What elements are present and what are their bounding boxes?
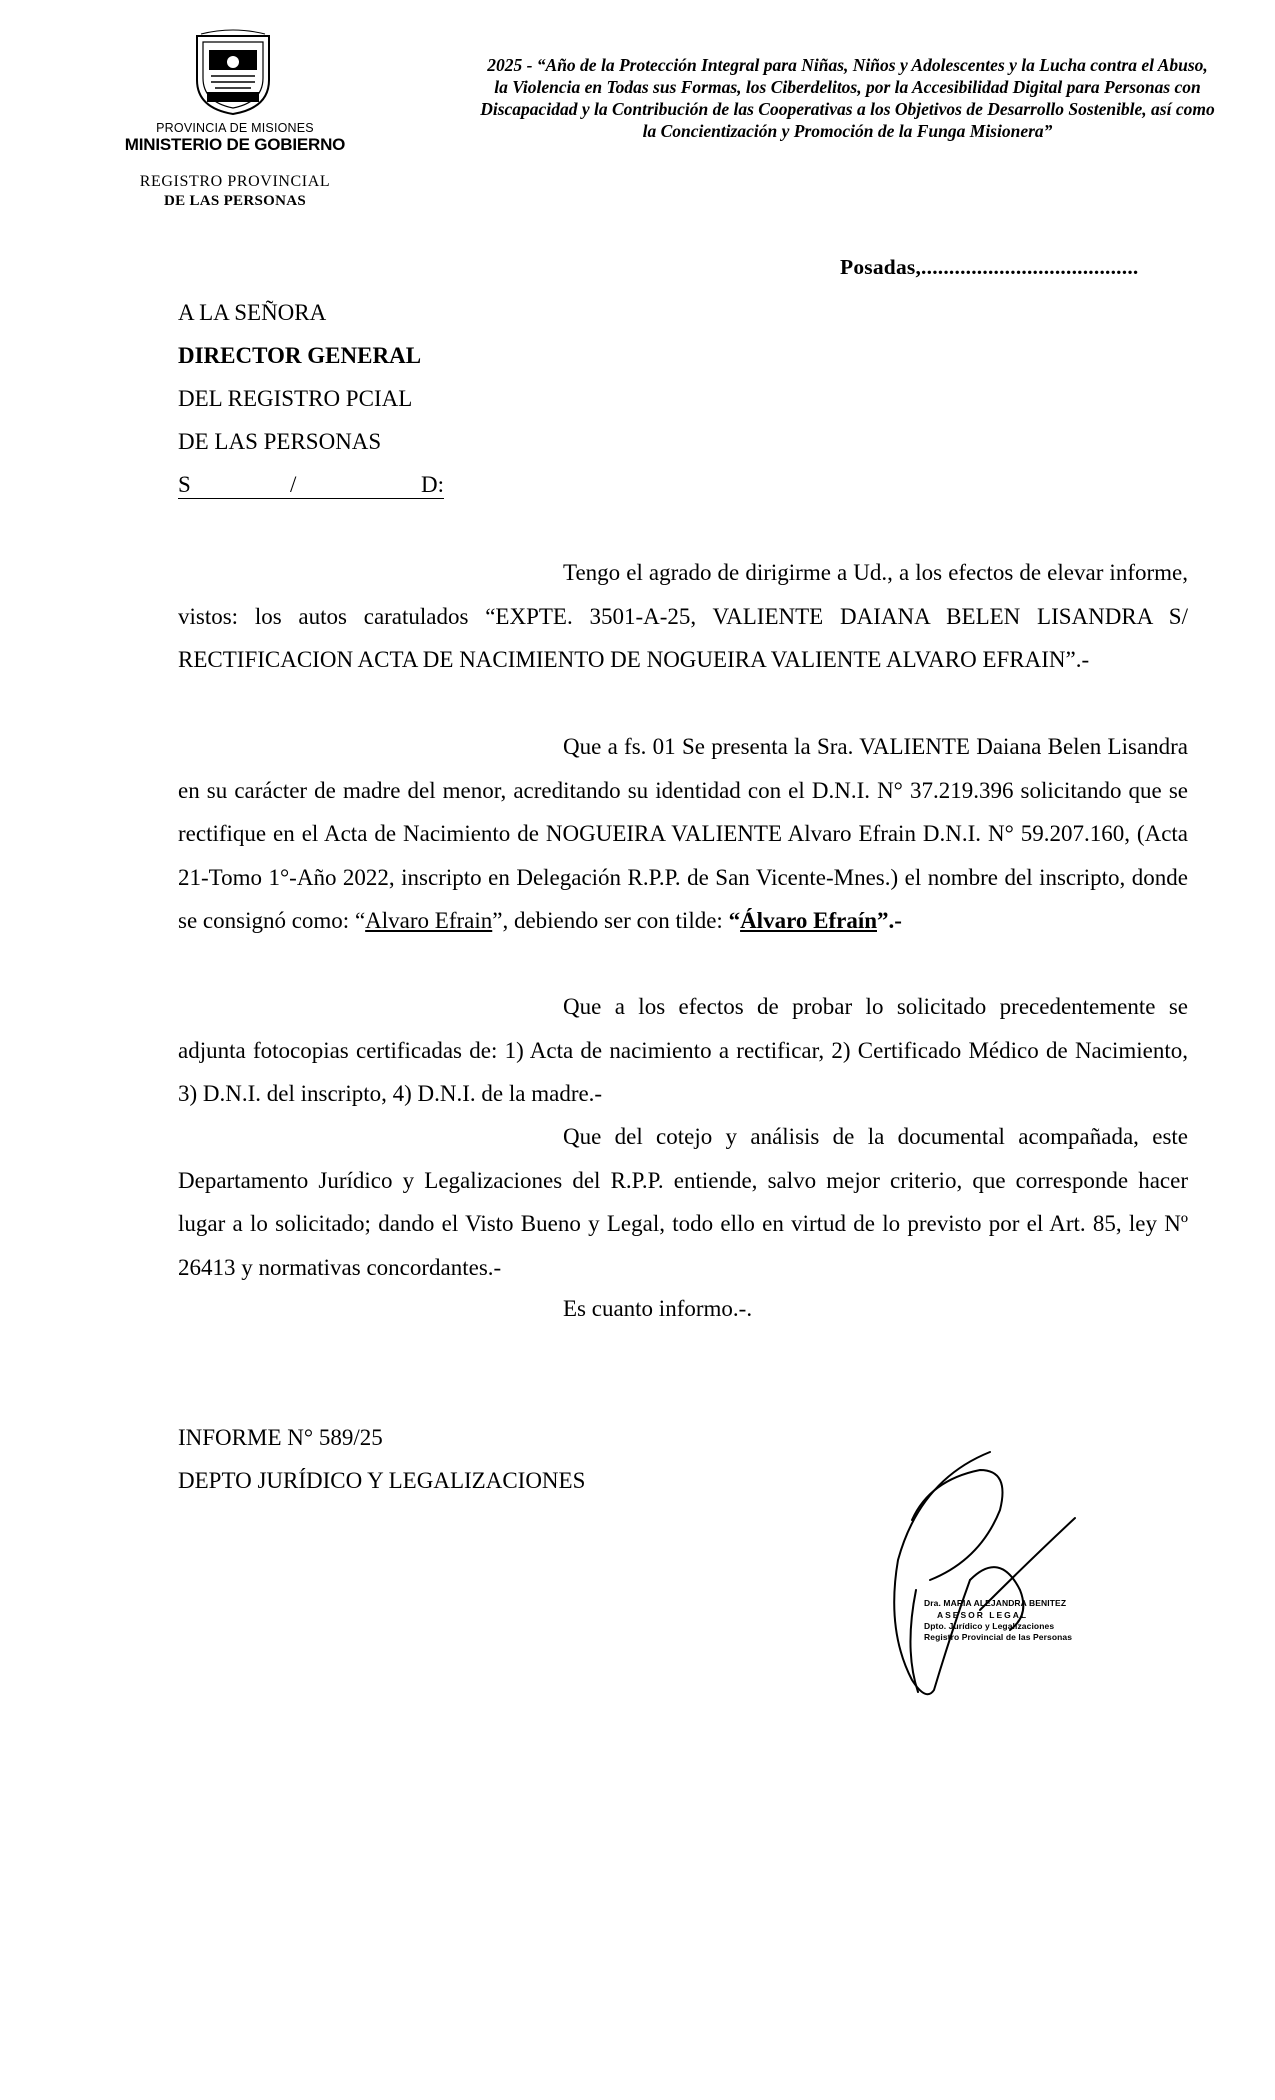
paragraph-attachments: Que a los efectos de probar lo solicitado precedentemente se adjunta fotocopias certificadas de: 1) Acta de nacimiento a rectificar, 2) Certificado Médico de Nacimiento, 3) D.N.I. del inscripto, 4) D.N.I. de la madre.-	[178, 994, 1188, 1106]
informe-number: INFORME N° 589/25	[178, 1425, 383, 1450]
addressee-office-line2: DE LAS PERSONAS	[178, 429, 382, 454]
stamp-institution: Registro Provincial de las Personas	[924, 1632, 1073, 1642]
addressee-office-line1: DEL REGISTRO PCIAL	[178, 386, 413, 411]
addressee-title: DIRECTOR GENERAL	[178, 343, 422, 368]
paragraph-intro: Tengo el agrado de dirigirme a Ud., a los efectos de elevar informe, vistos: los autos caratulados “EXPTE. 3501-A-25, VALIENTE DAIANA BELEN LISANDRA S/ RECTIFICACION ACTA DE NACIMIENTO DE NOGUEIRA VALIENTE ALVARO EFRAIN”.-	[178, 560, 1188, 672]
sd-line	[178, 472, 444, 499]
stamp-name: Dra. MARIA ALEJANDRA BENITEZ	[924, 1598, 1067, 1608]
sd-d: D:	[421, 472, 444, 497]
province-name: PROVINCIA DE MISIONES	[156, 121, 314, 135]
provincia-de-misiones-seal-icon	[187, 28, 279, 116]
addressee-salutation: A LA SEÑORA	[178, 300, 327, 325]
sd-slash: /	[290, 472, 297, 497]
paragraph-request: Que a fs. 01 Se presenta la Sra. VALIENTE Daiana Belen Lisandra en su carácter de madre del menor, acreditando su identidad con el D.N.I. N° 37.219.396 solicitando que se rectifique en el Acta de Nacimiento de NOGUEIRA VALIENTE Alvaro Efrain D.N.I. N° 59.207.160, (Acta 21-Tomo 1°-Año 2022, inscripto en Delegación R.P.P. de San Vicente-Mnes.) el nombre del inscripto, donde se consignó como: “Alvaro Efrain”, debiendo ser con tilde: “Álvaro Efraín”.-	[178, 734, 1188, 933]
informe-department: DEPTO JURÍDICO Y LEGALIZACIONES	[178, 1468, 586, 1493]
ministry-name: MINISTERIO DE GOBIERNO	[124, 135, 346, 154]
stamp-department: Dpto. Jurídico y Legalizaciones	[924, 1621, 1055, 1631]
paragraph-closing: Es cuanto informo.-.	[563, 1296, 753, 1321]
handwritten-signature-icon	[860, 1440, 1090, 1740]
registry-name-line2: DE LAS PERSONAS	[163, 193, 307, 209]
year-motto: 2025 - “Año de la Protección Integral para Niñas, Niños y Adolescentes y la Lucha contra el Abuso, la Violencia en Todas sus Formas, los Ciberdelitos, por la Accesibilidad Digital para Personas con Discapacidad y la Contribución de las Cooperativas a los Objetivos de Desarrollo Sostenible, así como la Concientización y Promoción de la Funga Misionera”	[480, 55, 1215, 141]
sd-s: S	[178, 472, 191, 497]
registry-name-line1: REGISTRO PROVINCIAL	[139, 173, 331, 190]
name-as-registered: Alvaro Efrain	[365, 908, 493, 933]
paragraph-opinion: Que del cotejo y análisis de la documental acompañada, este Departamento Jurídico y Legalizaciones del R.P.P. entiende, salvo mejor criterio, que corresponde hacer lugar a lo solicitado; dando el Visto Bueno y Legal, todo ello en virtud de lo previsto por el Art. 85, ley Nº 26413 y normativas concordantes.-	[178, 1124, 1188, 1280]
name-corrected: Álvaro Efraín	[740, 908, 877, 933]
place-date: Posadas,.......................................	[840, 255, 1139, 279]
stamp-role: ASESOR LEGAL	[937, 1610, 1029, 1620]
